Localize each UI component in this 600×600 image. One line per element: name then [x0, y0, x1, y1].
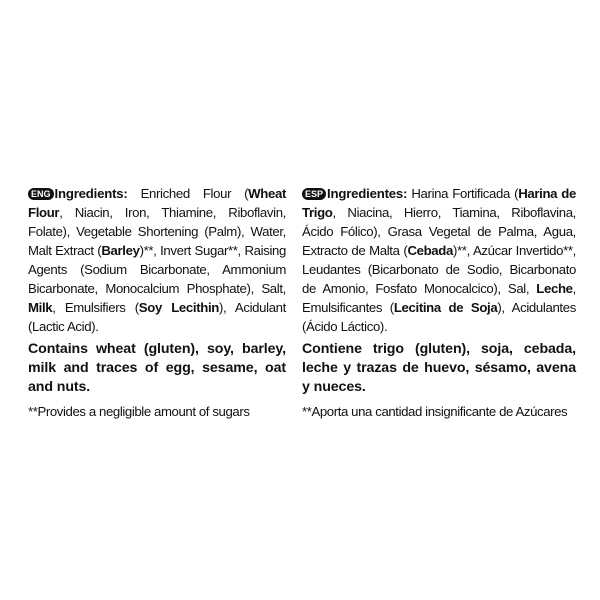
allergen-cebada: Cebada [407, 243, 453, 258]
allergen-barley: Barley [101, 243, 140, 258]
allergen-harina-de-trigo: Harina de Trigo [302, 186, 576, 220]
allergen-leche: Leche [536, 281, 573, 296]
esp-badge: ESP [302, 188, 326, 200]
allergen-wheat-flour: Wheat Flour [28, 186, 286, 220]
ingredients-text: Enriched Flour ( [127, 186, 249, 201]
ingredientes-text: , Emulsificantes ( [302, 281, 576, 315]
english-sugar-footnote: **Provides a negligible amount of sugars [28, 404, 250, 419]
ingredients-text: ), Acidulant (Lactic Acid). [28, 300, 286, 334]
spanish-ingredients [302, 184, 576, 336]
eng-badge: ENG [28, 188, 54, 200]
spanish-allergen-statement: Contiene trigo (gluten), soja, cebada, leche y trazas de huevo, sésamo, avena y nueces. [302, 341, 576, 395]
ingredientes-text: )**, Azúcar Invertido**, Leudantes (Bicarbonato de Sodio, Bicarbonato de Amonio, Fosfato Monocalcico), Sal, [302, 243, 576, 296]
ingredients-text: )**, Invert Sugar**, Raising Agents (Sodium Bicarbonate, Ammonium Bicarbonate, Monocalcium Phosphate), Salt, [28, 243, 286, 296]
allergen-soy-lecithin: Soy Lecithin [138, 300, 219, 315]
allergen-milk: Milk [28, 300, 53, 315]
ingredientes-text: ), Acidulantes (Ácido Láctico). [302, 300, 576, 334]
ingredients-heading: Ingredients: [54, 186, 128, 201]
ingredients-text: , Emulsifiers ( [52, 300, 139, 315]
spanish-column [302, 184, 576, 421]
english-allergen-statement: Contains wheat (gluten), soy, barley, milk and traces of egg, sesame, oat and nuts. [28, 341, 286, 395]
english-ingredients [28, 184, 286, 336]
ingredientes-heading: Ingredientes: [327, 186, 408, 201]
spanish-sugar-footnote: **Aporta una cantidad insignificante de Azúcares [302, 404, 568, 419]
allergen-lecitina-de-soja: Lecitina de Soja [393, 300, 498, 315]
ingredientes-text: , Niacina, Hierro, Tiamina, Riboflavina, Ácido Fólico), Grasa Vegetal de Palma, Agua, Extracto de Malta ( [302, 205, 576, 258]
ingredientes-text: Harina Fortificada ( [407, 186, 519, 201]
english-column [28, 184, 286, 421]
ingredients-text: , Niacin, Iron, Thiamine, Riboflavin, Folate), Vegetable Shortening (Palm), Water, Malt Extract ( [28, 205, 286, 258]
